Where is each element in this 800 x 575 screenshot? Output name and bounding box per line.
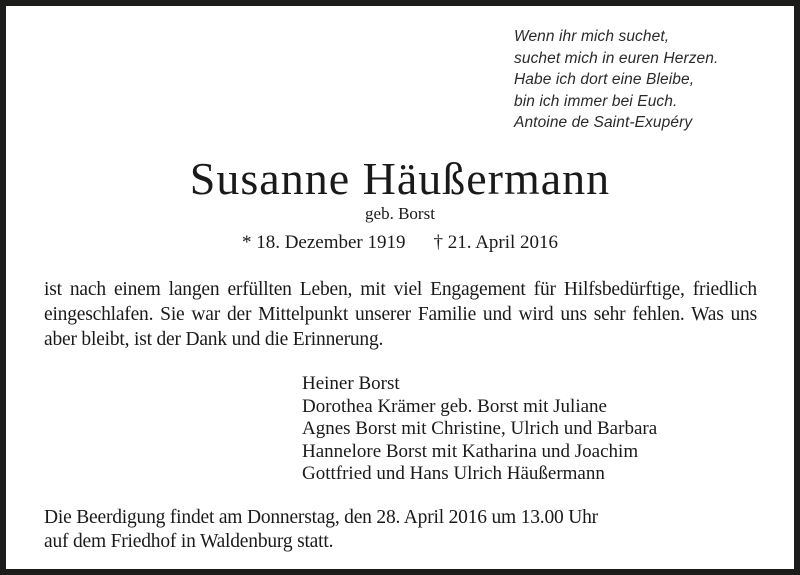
funeral-line: auf dem Friedhof in Waldenburg statt. xyxy=(44,531,334,552)
quote-line: Habe ich dort eine Bleibe, xyxy=(514,71,695,88)
funeral-info xyxy=(44,506,764,554)
mourner: Heiner Borst xyxy=(302,373,400,394)
quote-line: bin ich immer bei Euch. xyxy=(514,92,678,110)
mourners-list xyxy=(302,373,657,486)
mourner: Hannelore Borst mit Katharina und Joachim xyxy=(302,440,639,462)
quote-author: Antoine de Saint-Exupéry xyxy=(514,114,693,131)
quote-line: Wenn ihr mich suchet, xyxy=(514,28,670,45)
birth-date: * 18. Dezember 1919 xyxy=(241,232,406,253)
obituary-text: ist nach einem langen erfüllten Leben, mit viel Engagement für Hilfsbedürftige, friedlich eingeschlafen. Sie war der Mittelpunkt unserer Familie und wird uns sehr fehlen. Was uns aber bleibt, ist der Dank und die Erinnerung. xyxy=(44,279,757,350)
mourner: Gottfried und Hans Ulrich Häußermann xyxy=(302,463,605,484)
funeral-line: Die Beerdigung findet am Donnerstag, den 28. April 2016 um 13.00 Uhr xyxy=(44,507,598,528)
maiden-name: geb. Borst xyxy=(365,204,435,223)
quote-line: suchet mich in euren Herzen. xyxy=(514,49,719,67)
death-date: † 21. April 2016 xyxy=(433,232,559,253)
mourner: Dorothea Krämer geb. Borst mit Juliane xyxy=(302,395,607,417)
deceased-name: Susanne Häußermann xyxy=(189,153,611,204)
epigraph-quote xyxy=(514,26,718,134)
life-dates xyxy=(6,231,794,255)
obituary-notice xyxy=(6,6,794,569)
mourner: Agnes Borst mit Christine, Ulrich und Barbara xyxy=(302,418,658,439)
